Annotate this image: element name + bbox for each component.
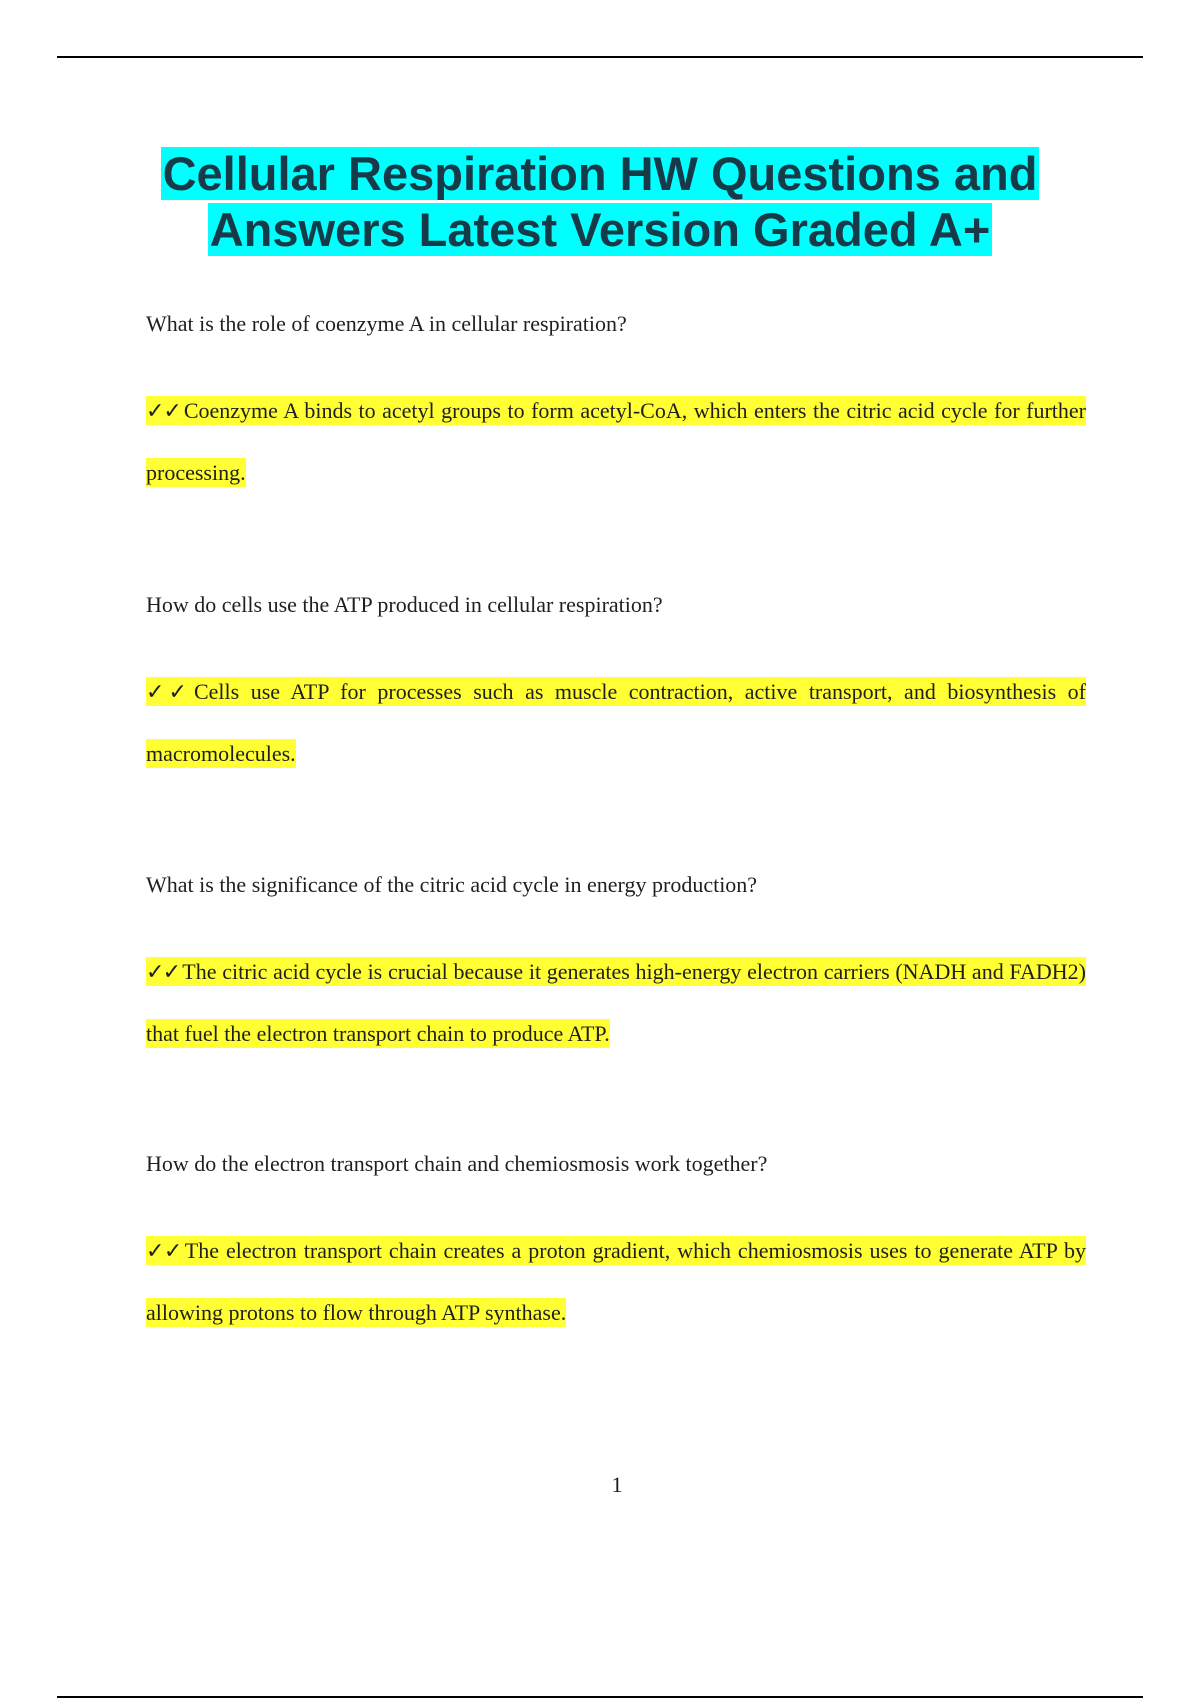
answer-3 bbox=[146, 941, 1086, 1064]
answer-1-text: Coenzyme A binds to acetyl groups to form acetyl-CoA, which enters the citric acid cycle for further processing. bbox=[146, 398, 1087, 485]
answer-2 bbox=[146, 661, 1086, 784]
document-title bbox=[100, 146, 1100, 258]
question-2: How do cells use the ATP produced in cellular respiration? bbox=[146, 592, 663, 617]
check-mark-icon: ✓✓ bbox=[146, 399, 181, 424]
question-4: How do the electron transport chain and chemiosmosis work together? bbox=[146, 1151, 768, 1176]
answer-4 bbox=[146, 1220, 1086, 1343]
qa-block-1 bbox=[146, 310, 1086, 503]
document-title-text: Cellular Respiration HW Questions and Answers Latest Version Graded A+ bbox=[162, 147, 1038, 256]
answer-2-text: Cells use ATP for processes such as muscle contraction, active transport, and biosynthesis of macromolecules. bbox=[146, 679, 1086, 766]
answer-3-text: The citric acid cycle is crucial because it generates high-energy electron carriers (NADH and FADH2) that fuel the electron transport chain to produce ATP. bbox=[146, 959, 1086, 1046]
check-mark-icon: ✓✓ bbox=[146, 960, 180, 985]
answer-4-highlight bbox=[146, 1236, 1086, 1327]
qa-block-4 bbox=[146, 1150, 1086, 1343]
answer-3-highlight bbox=[146, 957, 1086, 1048]
question-1: What is the role of coenzyme A in cellular respiration? bbox=[146, 311, 627, 336]
qa-block-2 bbox=[146, 591, 1086, 784]
answer-2-highlight bbox=[146, 677, 1086, 768]
answer-4-text: The electron transport chain creates a proton gradient, which chemiosmosis uses to generate ATP by allowing protons to flow through ATP synthase. bbox=[146, 1238, 1086, 1325]
check-mark-icon: ✓✓ bbox=[146, 680, 191, 705]
qa-block-3 bbox=[146, 871, 1086, 1064]
answer-1-highlight bbox=[146, 396, 1086, 487]
page-number: 1 bbox=[611, 1472, 623, 1497]
question-3: What is the significance of the citric acid cycle in energy production? bbox=[146, 872, 758, 897]
bottom-rule bbox=[57, 1696, 1143, 1698]
top-rule bbox=[57, 56, 1143, 58]
check-mark-icon: ✓✓ bbox=[146, 1239, 182, 1264]
answer-1 bbox=[146, 380, 1086, 503]
